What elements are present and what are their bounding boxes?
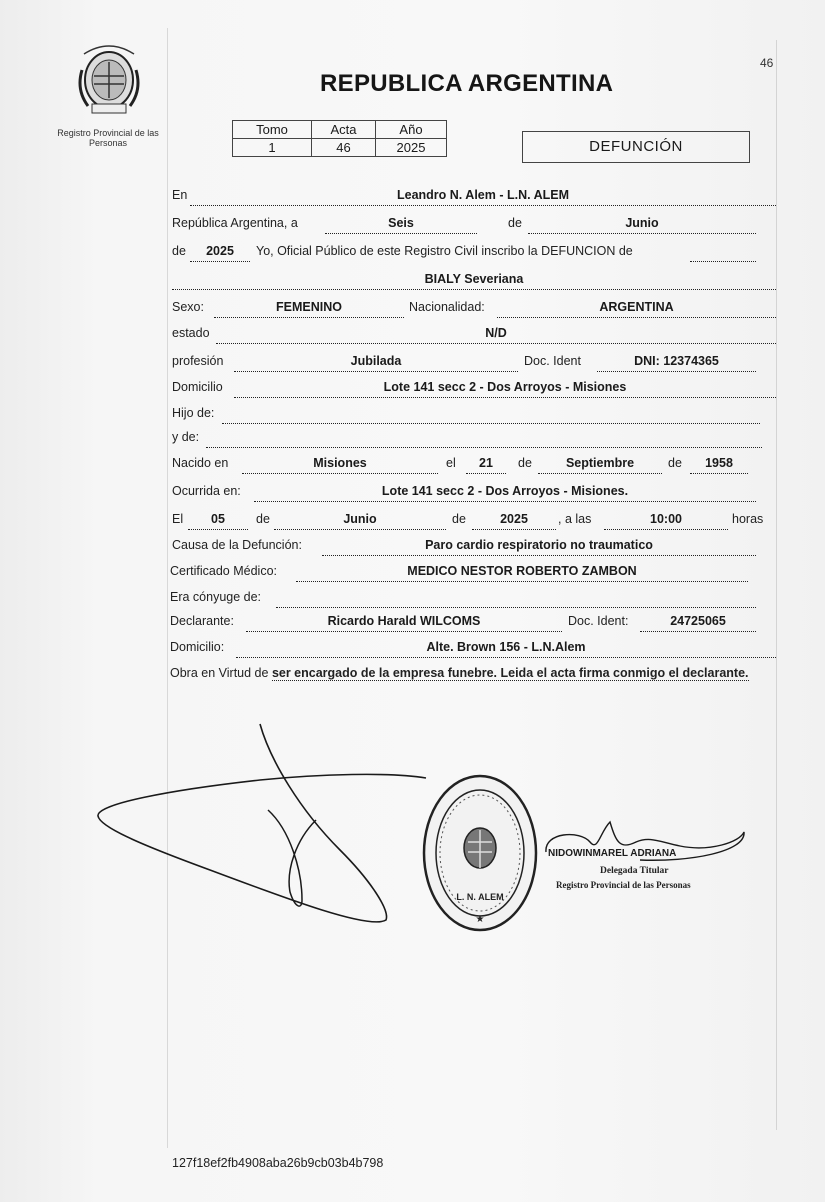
row-spouse [0, 590, 825, 610]
death-year-value: 2025 [472, 512, 556, 530]
row-deceased-name [0, 272, 825, 292]
row-declarant [0, 614, 825, 634]
nacido-value: Misiones [242, 456, 438, 474]
profesion-label: profesión [172, 354, 224, 368]
document-title: REPUBLICA ARGENTINA [320, 70, 614, 97]
official-role: Delegada Titular [600, 866, 669, 876]
obra-paragraph [170, 664, 776, 682]
hijo-value [222, 406, 760, 424]
official-registry: Registro Provincial de las Personas [556, 880, 691, 890]
row-date [0, 216, 825, 236]
sexo-label: Sexo: [172, 300, 204, 314]
sexo-value: FEMENINO [214, 300, 404, 318]
row-sex-nationality [0, 300, 825, 320]
obra-label: Obra en Virtud de [170, 666, 269, 680]
de-label-1: de [508, 216, 522, 230]
republic-label: República Argentina, a [172, 216, 298, 230]
row-place [0, 188, 825, 208]
row-and-of [0, 430, 825, 450]
domicilio-value: Lote 141 secc 2 - Dos Arroyos - Misiones [234, 380, 776, 398]
de-label-5: de [256, 512, 270, 526]
record-type-box: DEFUNCIÓN [522, 131, 750, 163]
certificado-value: MEDICO NESTOR ROBERTO ZAMBON [296, 564, 748, 582]
de-label-6: de [452, 512, 466, 526]
de-label-3: de [518, 456, 532, 470]
ocurrida-value: Lote 141 secc 2 - Dos Arroyos - Misiones. [254, 484, 756, 502]
official-name: NIDOWINMAREL ADRIANA [548, 848, 677, 859]
estado-label: estado [172, 326, 210, 340]
row-death-date [0, 512, 825, 532]
row-cause [0, 538, 825, 558]
yde-label: y de: [172, 430, 200, 444]
place-value: Leandro N. Alem - L.N. ALEM [190, 188, 776, 206]
row-profession [0, 354, 825, 374]
death-day-value: 05 [188, 512, 248, 530]
acta-header: Acta [312, 121, 376, 139]
doc-label: Doc. Ident [524, 354, 581, 368]
hijo-label: Hijo de: [172, 406, 215, 420]
alas-label: , a las [558, 512, 592, 526]
death-time-value: 10:00 [604, 512, 728, 530]
province-crest-icon [74, 40, 144, 118]
year-value: 2025 [190, 244, 250, 262]
declarante-label: Declarante: [170, 614, 234, 628]
row-birth [0, 456, 825, 476]
causa-value: Paro cardio respiratorio no traumatico [322, 538, 756, 556]
tomo-header: Tomo [233, 121, 312, 139]
el-label: el [446, 456, 456, 470]
svg-text:★: ★ [475, 914, 485, 925]
certificado-label: Certificado Médico: [170, 564, 277, 578]
row-inscribe [0, 244, 825, 264]
nacionalidad-value: ARGENTINA [497, 300, 776, 318]
month-text-value: Junio [528, 216, 756, 234]
yde-value [206, 430, 762, 448]
tomo-acta-table [232, 120, 447, 157]
el2-label: El [172, 512, 184, 526]
profesion-value: Jubilada [234, 354, 518, 372]
death-month-value: Junio [274, 512, 446, 530]
anio-header: Año [376, 121, 447, 139]
document-hash: 127f18ef2fb4908aba26b9cb03b4b798 [172, 1156, 384, 1170]
decl-doc-value: 24725065 [640, 614, 756, 632]
deceased-name-value: BIALY Severiana [172, 272, 776, 290]
row-certificate [0, 564, 825, 584]
declarant-signature [90, 720, 430, 940]
page-number: 46 [760, 56, 774, 70]
tomo-value: 1 [233, 139, 312, 157]
official-seal-icon [420, 772, 540, 934]
domicilio-label: Domicilio [172, 380, 223, 394]
inscribe-text: Yo, Oficial Público de este Registro Civil inscribo la DEFUNCION de [256, 244, 633, 258]
seal-center-text: L. N. ALEM [456, 892, 504, 902]
row-occurred [0, 484, 825, 504]
row-child-of [0, 406, 825, 426]
en-label: En [172, 188, 188, 202]
acta-value: 46 [312, 139, 376, 157]
row-estado [0, 326, 825, 346]
nacido-label: Nacido en [172, 456, 229, 470]
ocurrida-label: Ocurrida en: [172, 484, 241, 498]
decl-dom-label: Domicilio: [170, 640, 225, 654]
nacionalidad-label: Nacionalidad: [409, 300, 485, 314]
obra-text: ser encargado de la empresa funebre. Leida el acta firma conmigo el declarante. [271, 666, 749, 680]
row-declarant-domicile [0, 640, 825, 660]
registry-label: Registro Provincial de las Personas [57, 128, 159, 148]
de-label-2: de [172, 244, 186, 258]
conyuge-value [276, 590, 756, 608]
birth-year-value: 1958 [690, 456, 748, 474]
doc-value: DNI: 12374365 [597, 354, 756, 372]
estado-value: N/D [216, 326, 776, 344]
decl-dom-value: Alte. Brown 156 - L.N.Alem [236, 640, 776, 658]
horas-label: horas [732, 512, 764, 526]
birth-day-value: 21 [466, 456, 506, 474]
row-domicile [0, 380, 825, 400]
de-label-4: de [668, 456, 682, 470]
causa-label: Causa de la Defunción: [172, 538, 302, 552]
declarante-value: Ricardo Harald WILCOMS [246, 614, 562, 632]
birth-month-value: Septiembre [538, 456, 662, 474]
inscribe-blank [690, 244, 756, 262]
anio-value: 2025 [376, 139, 447, 157]
decl-doc-label: Doc. Ident: [568, 614, 629, 628]
conyuge-label: Era cónyuge de: [170, 590, 262, 604]
day-text-value: Seis [325, 216, 477, 234]
